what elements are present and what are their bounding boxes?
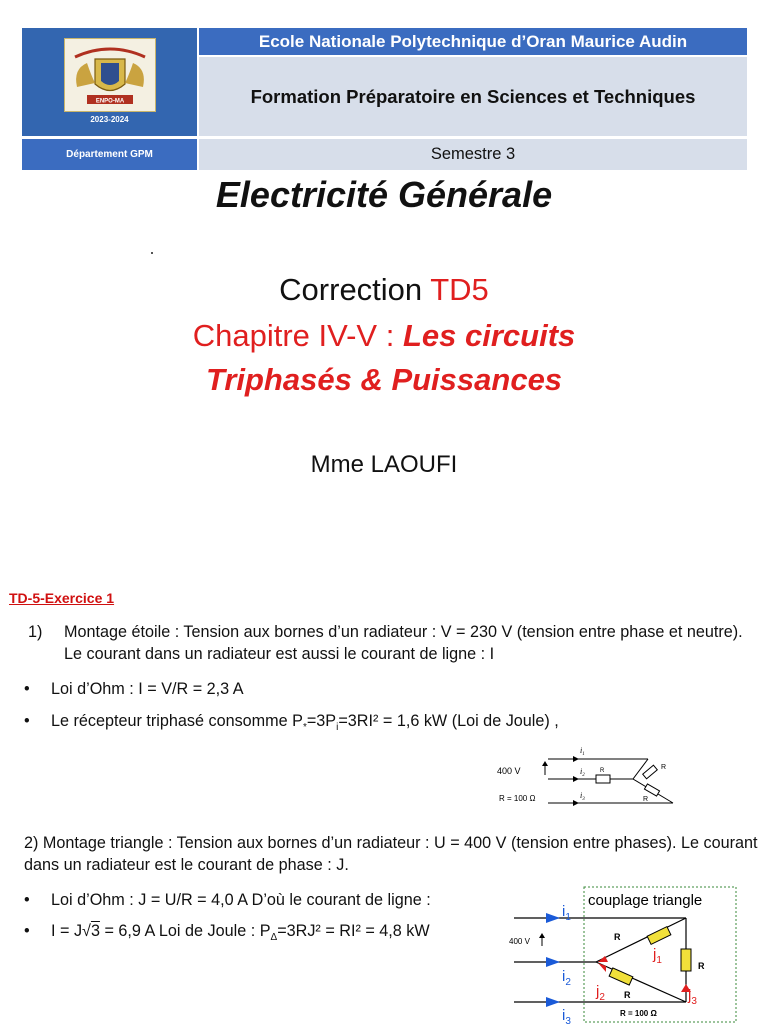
school-name: Ecole Nationale Polytechnique d’Oran Maurice Audin	[199, 28, 747, 55]
resistor-label: R	[614, 932, 621, 942]
bullet-power-star: • Le récepteur triphasé consomme $P_*=3P_i=3RI^2 = 1,6$ kW (Loi de Joule) ,	[24, 712, 559, 734]
item-number: 1)	[28, 623, 43, 641]
academic-year: 2023-2024	[90, 115, 129, 124]
school-logo	[64, 38, 156, 112]
bullet-text: = 6,9 A Loi de Joule : P	[99, 922, 271, 940]
current-label: i	[562, 903, 566, 920]
bullet-text: =3RJ² = RI² = 4,8 kW	[277, 922, 430, 940]
subscript: *	[302, 722, 307, 734]
resistor-label: R	[661, 764, 667, 771]
item-star	[28, 621, 763, 665]
svg-text:j2	[595, 983, 605, 1003]
sqrt-argument: 3	[90, 922, 100, 940]
voltage-label: 400 V	[509, 937, 530, 946]
item-delta: 2) Montage triangle : Tension aux bornes d’un radiateur : U = 400 V (tension entre phases). Le courant dans un radiateur est le courant de phase : J.	[24, 834, 758, 874]
current-label: i	[562, 1007, 566, 1024]
current-subscript: 2	[582, 773, 585, 778]
stray-dot	[151, 252, 153, 254]
author-name: Mme LAOUFI	[310, 451, 458, 478]
td-number: TD5	[430, 272, 489, 307]
bullet-text: Loi d’Ohm : J = U/R = 4,0 A D’où le courant de ligne :	[51, 891, 431, 909]
resistor-label: R	[600, 768, 605, 774]
current-subscript: 2	[565, 977, 571, 988]
svg-text:j1	[652, 946, 662, 966]
resistor-label: R	[624, 990, 631, 1000]
svg-text:i1	[562, 903, 571, 923]
resistance-value: R = 100 Ω	[499, 794, 536, 803]
chapter-line-2: Triphasés & Puissances	[205, 362, 563, 397]
semester-label: Semestre 3	[199, 139, 747, 170]
bullet-text: Loi d’Ohm : I = V/R = 2,3 A	[51, 680, 244, 698]
subscript: Δ	[270, 932, 278, 944]
current-label: i	[580, 767, 583, 776]
phase-current-subscript: 3	[691, 996, 697, 1007]
course-title: Electricité Générale	[215, 174, 553, 215]
subscript: i	[336, 722, 339, 734]
current-label: i	[580, 746, 583, 755]
current-subscript: 3	[582, 797, 585, 802]
bullet-text: I = J√	[51, 922, 91, 940]
phase-current-subscript: 2	[599, 992, 605, 1003]
svg-text:j3	[687, 987, 697, 1007]
chapter-prefix: Chapitre IV-V :	[192, 318, 403, 353]
current-label: i	[580, 791, 583, 800]
department-label: Département GPM	[22, 139, 197, 170]
svg-text:i2	[562, 968, 571, 988]
current-subscript: 3	[565, 1016, 571, 1024]
item-text: Montage étoile : Tension aux bornes d’un radiateur : V = 230 V (tension entre phase et neutre). Le courant dans un radiateur est aussi le courant de ligne : I	[64, 623, 743, 663]
phase-current-label: j	[688, 987, 692, 1004]
resistance-value: R = 100 Ω	[620, 1009, 657, 1018]
bullet-ohm-delta: • Loi d’Ohm : J = U/R = 4,0 A D’où le courant de ligne :	[24, 891, 431, 909]
formation-title: Formation Préparatoire en Sciences et Techniques	[199, 57, 747, 136]
chapter-topic-1: Les circuits	[402, 318, 576, 353]
bullet-text: =3RI² = 1,6 kW (Loi de Joule) ,	[338, 712, 559, 730]
resistor-label: R	[643, 796, 649, 803]
chapter-line-1	[0, 318, 768, 354]
exercise-title: TD-5-Exercice 1	[9, 590, 115, 606]
crest-icon	[65, 39, 155, 111]
delta-circuit-diagram	[506, 886, 738, 1024]
logo-caption: ENPO-MA	[95, 98, 125, 105]
bullet-ohm-star: • Loi d’Ohm : I = V/R = 2,3 A	[24, 680, 244, 698]
svg-text:i3	[562, 1007, 571, 1024]
svg-text:i2	[580, 767, 585, 778]
phase-current-label: j	[653, 946, 657, 963]
current-subscript: 1	[582, 752, 585, 757]
phase-current-label: j	[596, 983, 600, 1000]
resistor-label: R	[698, 961, 705, 971]
star-circuit-diagram	[493, 741, 683, 811]
bullet-text: Le récepteur triphasé consomme P	[51, 712, 303, 730]
correction-heading	[0, 272, 768, 308]
bullet-text: =3P	[306, 712, 337, 730]
current-subscript: 1	[565, 912, 571, 923]
svg-text:i1	[580, 746, 585, 757]
correction-prefix: Correction	[279, 272, 431, 307]
logo-panel	[22, 28, 197, 136]
phase-current-subscript: 1	[656, 955, 662, 966]
bullet-power-delta: • I = J√3 = 6,9 A Loi de Joule : $P_\Delta=3RJ^2 = RI^2 = 4,8$ kW	[24, 922, 430, 944]
diagram-title: couplage triangle	[588, 892, 703, 909]
current-label: i	[562, 968, 566, 985]
svg-text:i3	[580, 791, 585, 802]
voltage-label: 400 V	[497, 766, 521, 776]
